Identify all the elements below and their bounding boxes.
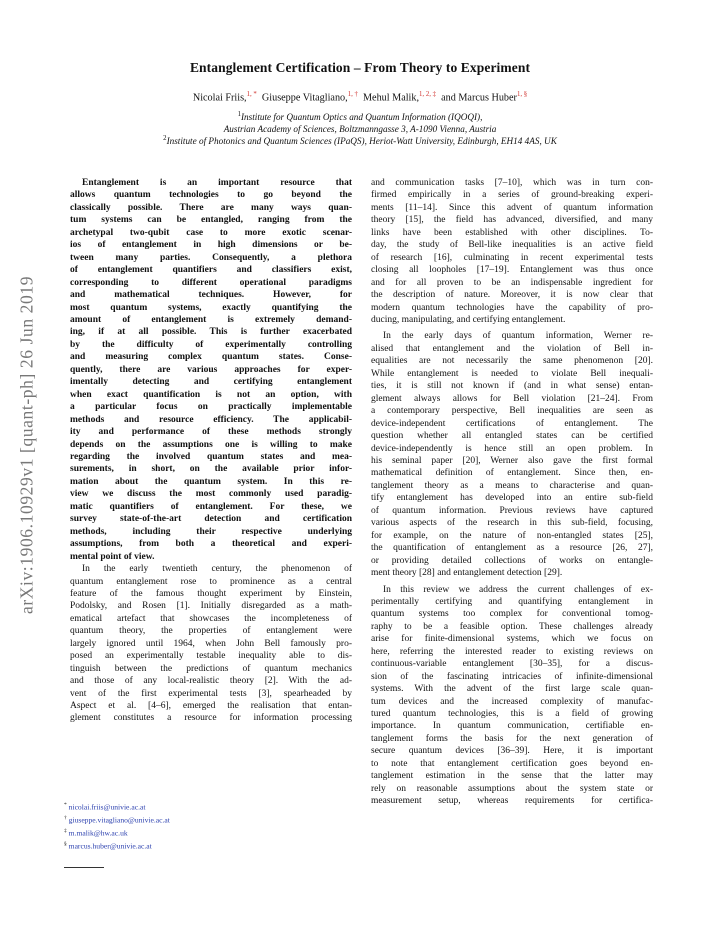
text-line: methods, including their respective underlying (70, 526, 352, 537)
text-line: tum devices and the increased complexity of manufac- (371, 696, 653, 707)
footnote-rule (64, 867, 104, 868)
text-line: vent of the first experimental tests [3], spearheaded by (70, 688, 352, 699)
text-line: ematical artefact that showcases the incompleteness of (70, 613, 352, 624)
text-line: modern quantum technologies have the capability of pro- (371, 302, 653, 313)
text-line: importance. In quantum communication, certifiable en- (371, 721, 653, 732)
text-line: tanglement estimation in the sense that the latter may (371, 771, 653, 782)
text-line: day, the study of Bell-like inequalities is an active field (371, 240, 653, 251)
text-line: posed an experimentally testable inequality able to dis- (70, 651, 352, 662)
text-line: mental point of view. (70, 551, 155, 562)
text-line: regarding the involved quantum states and mea- (70, 451, 352, 462)
paper-title: Entanglement Certification – From Theory to Experiment (189, 60, 531, 75)
author-name: Nicolai Friis, (192, 92, 247, 104)
text-line: quantum theory, the properties of entanglement were (70, 626, 352, 637)
footnote-mark: * (64, 802, 67, 808)
text-line: when exact quantification is not an option, with (70, 389, 352, 400)
text-line: quantum systems too complex for conventional tomog- (371, 609, 653, 620)
text-line: tured quantum technologies, this is a field of growing (371, 709, 653, 720)
text-line: ducing, manipulating, and certifying entanglement. (371, 314, 566, 325)
text-line: firmed empirically in a series of ground-breaking experi- (371, 190, 653, 201)
text-line: device-independently is hence still an open problem. In (371, 443, 653, 454)
text-line: tum systems can be entangled, ranging from the (70, 215, 352, 226)
text-line: or providing detailed collections of works on entangle- (371, 555, 653, 566)
text-line: systems. With the advent of the first large scale quan- (371, 684, 653, 695)
text-line: ties, it is still not known if (and in what sense) entan- (371, 381, 653, 392)
author-list (0, 91, 720, 103)
text-line: tanglement forms the basis for the next generation of (371, 733, 653, 744)
footnote-email-link[interactable]: nicolai.friis@univie.ac.at (68, 802, 146, 812)
text-line: tanglement theory as a means to characterise and quan- (371, 480, 653, 491)
text-line: a particular focus on practically implementable (70, 402, 352, 413)
text-line: mathematical definition of entanglement. Since then, en- (371, 468, 653, 479)
text-line: theory [15], the field has advanced, diversified, and many (371, 215, 653, 226)
text-line: rely on reasonable assumptions about the system state or (371, 783, 653, 794)
text-line: methods and resource efficiency. The applicabil- (70, 414, 352, 425)
footnote-item (64, 826, 170, 839)
footnote-mark: ‡ (64, 827, 67, 834)
text-line: quently, there are various approaches for exper- (70, 364, 352, 375)
text-line: glement always allows for Bell violation [21–24]. From (371, 393, 653, 404)
text-line: mation about the quantum system. In this re- (70, 476, 352, 487)
footnote-mark: † (64, 814, 67, 821)
affiliation-2-line: Institute of Photonics and Quantum Sciences (IPaQS), Heriot-Watt University, Edinburgh, EH14 4AS, UK (166, 136, 557, 147)
author-marks: 1, * (246, 91, 257, 98)
text-line: closing all loopholes [17–19]. Entanglement was thus once (371, 265, 653, 276)
text-line: of quantum information. Previous reviews have captured (371, 505, 653, 516)
footnote-item (64, 800, 170, 813)
text-line: Entanglement is an important resource that (82, 178, 352, 188)
author-name: Mehul Malik, (362, 92, 420, 104)
text-line: surements, in short, on the available prior infor- (70, 464, 352, 475)
text-line: In the early days of quantum information, Werner re- (383, 331, 653, 342)
text-line: survey state-of-the-art detection and certification (70, 514, 352, 525)
author-marks: 1, § (516, 91, 528, 98)
footnote-item (64, 839, 170, 852)
text-line: of entanglement quantifiers and classifiers exist, (70, 265, 352, 276)
footnote-email-link[interactable]: marcus.huber@univie.ac.at (68, 841, 152, 851)
text-line: corresponding to different operational paradigms (70, 277, 352, 288)
affiliation-1-line-1: Institute for Quantum Optics and Quantum Information (IQOQI), (240, 112, 483, 123)
affiliation-2: $^2$Institute of Photonics and Quantum Sciences (IPaQS), Heriot-Watt University, Edinburgh, EH14 4AS, UK (163, 135, 557, 147)
footnote-email-link[interactable]: giuseppe.vitagliano@univie.ac.at (68, 815, 170, 825)
text-line: for example, on the nature of non-entangled states [25], (371, 530, 653, 541)
left-column (70, 177, 352, 725)
author-marks: 1, 2, ‡ (419, 91, 437, 98)
text-line: device-independent certifications of entanglement. The (371, 418, 653, 429)
text-line: tify entanglement has developed into an entire sub-field (371, 493, 653, 504)
author-marks: 1, † (347, 91, 358, 98)
text-line: perimentally certifying and quantifying entanglement in (371, 596, 653, 607)
text-line: quantum entanglement rose to prominence as a central (70, 576, 352, 587)
text-line: arise for finite-dimensional systems, which we focus on (371, 634, 653, 645)
text-line: ing, if at all possible. This is further exacerbated (70, 327, 352, 338)
text-line: equalities are not necessarily the same phenomenon [20]. (371, 356, 653, 367)
text-line: the quantification of entanglement as a resource [26, 27], (371, 543, 653, 554)
footnote-mark: § (64, 840, 67, 847)
text-line: and communication tasks [7–10], which was in turn con- (371, 178, 653, 188)
text-line: by the difficulty of experimentally controlling (70, 339, 352, 350)
text-line: depends on the assumptions one is willing to make (70, 439, 352, 450)
text-line: of research [16], culminating in recent experimental tests (371, 252, 653, 263)
footnote-item (64, 813, 170, 826)
text-line: and for all proven to be an indispensable ingredient for (371, 277, 653, 288)
text-line: assumptions, from both a theoretical and experi- (70, 539, 352, 550)
text-line: and measuring complex quantum states. Conse- (70, 352, 352, 363)
text-line: classically possible. There are many ways quan- (70, 202, 352, 213)
text-line: feature of the famous thought experiment by Einstein, (70, 588, 352, 599)
text-line: continuous-variable entanglement [30–35], for a discus- (371, 659, 653, 670)
text-line: tween many parties. Consequently, a plethora (70, 252, 352, 263)
text-line: ios of entanglement in high dimensions or be- (70, 240, 352, 251)
text-line: a contemporary perspective, Bell inequalities are seen as (371, 406, 653, 417)
arxiv-stamp (10, 210, 44, 680)
footnote-email-link[interactable]: m.malik@hw.ac.uk (68, 828, 128, 838)
text-line: ment theory [28] and entanglement detection [29]. (371, 568, 563, 579)
text-line: various aspects of the research in this sub-field, focusing, (371, 518, 653, 529)
affiliation-1: $^1$Institute for Quantum Optics and Quantum Information (IQOQI), Austrian Academy of Sciences, Boltzmanngasse 3, A-1090 Vienna, Austria (223, 111, 497, 134)
footnote-list (64, 800, 170, 852)
text-line: view we discuss the most commonly used paradig- (70, 489, 352, 500)
text-line: here, referring the interested reader to existing reviews on (371, 646, 653, 657)
text-line: links have been established with other disciplines. To- (371, 227, 653, 238)
text-line: most quantum systems, exactly quantifying the (70, 302, 352, 313)
text-line: ments [11–14]. Since this advent of quantum information (371, 202, 653, 213)
text-line: and those of any local-realistic theory [2]. With the ad- (70, 676, 352, 687)
author-name: Giuseppe Vitagliano, (261, 92, 348, 104)
text-line: Aspect et al. [4–6], emerged the realisation that entan- (70, 701, 352, 712)
text-line: and mathematical techniques. However, for (70, 290, 352, 301)
text-line: tinguish between the predictions of quantum mechanics (70, 663, 352, 674)
text-line: amount of entanglement is extremely demand- (70, 314, 352, 325)
text-line: largely ignored until 1964, when John Bell famously pro- (70, 638, 352, 649)
text-line: allows quantum technologies to go beyond the (70, 190, 352, 201)
text-line: ity and performance of these methods strongly (70, 427, 352, 438)
affiliation-1-line-2: Austrian Academy of Sciences, Boltzmanngasse 3, A-1090 Vienna, Austria (223, 123, 497, 134)
text-line: While entanglement is needed to violate Bell inequali- (371, 368, 653, 379)
text-line: archetypal two-qubit case to more exotic scenar- (70, 227, 352, 238)
text-line: alised that entanglement and the violation of Bell in- (371, 343, 653, 354)
text-line: matic quantifiers of entanglement. For these, we (70, 501, 352, 512)
text-line: raphy to be a feasible option. These challenges already (371, 621, 653, 632)
text-line: to note that entanglement certification goes beyond en- (371, 758, 653, 769)
text-line: secure quantum devices [36–39]. Here, it is important (371, 746, 653, 757)
text-line: question whether all entangled states can be certified (371, 431, 653, 442)
text-line: glement constitutes a resource for information processing (70, 713, 352, 724)
text-line: measurement setup, whereas requirements for certifica- (371, 796, 653, 807)
author-name: and Marcus Huber (441, 92, 517, 104)
text-line: imentally detecting and certifying entanglement (70, 377, 352, 388)
right-column (371, 177, 653, 808)
text-line: sion of the fascinating intricacies of infinite-dimensional (371, 671, 653, 682)
text-line: In the early twentieth century, the phenomenon of (82, 564, 352, 575)
text-line: In this review we address the current challenges of ex- (383, 584, 653, 595)
text-line: the description of nature. Moreover, it is now clear that (371, 290, 653, 301)
arxiv-stamp-text: arXiv:1906.10929v1 [quant-ph] 26 Jun 2019 (16, 275, 37, 615)
text-line: Podolsky, and Rosen [1]. Initially disregarded as a math- (70, 601, 352, 612)
text-line: his seminal paper [20], Werner also gave the first formal (371, 455, 653, 466)
